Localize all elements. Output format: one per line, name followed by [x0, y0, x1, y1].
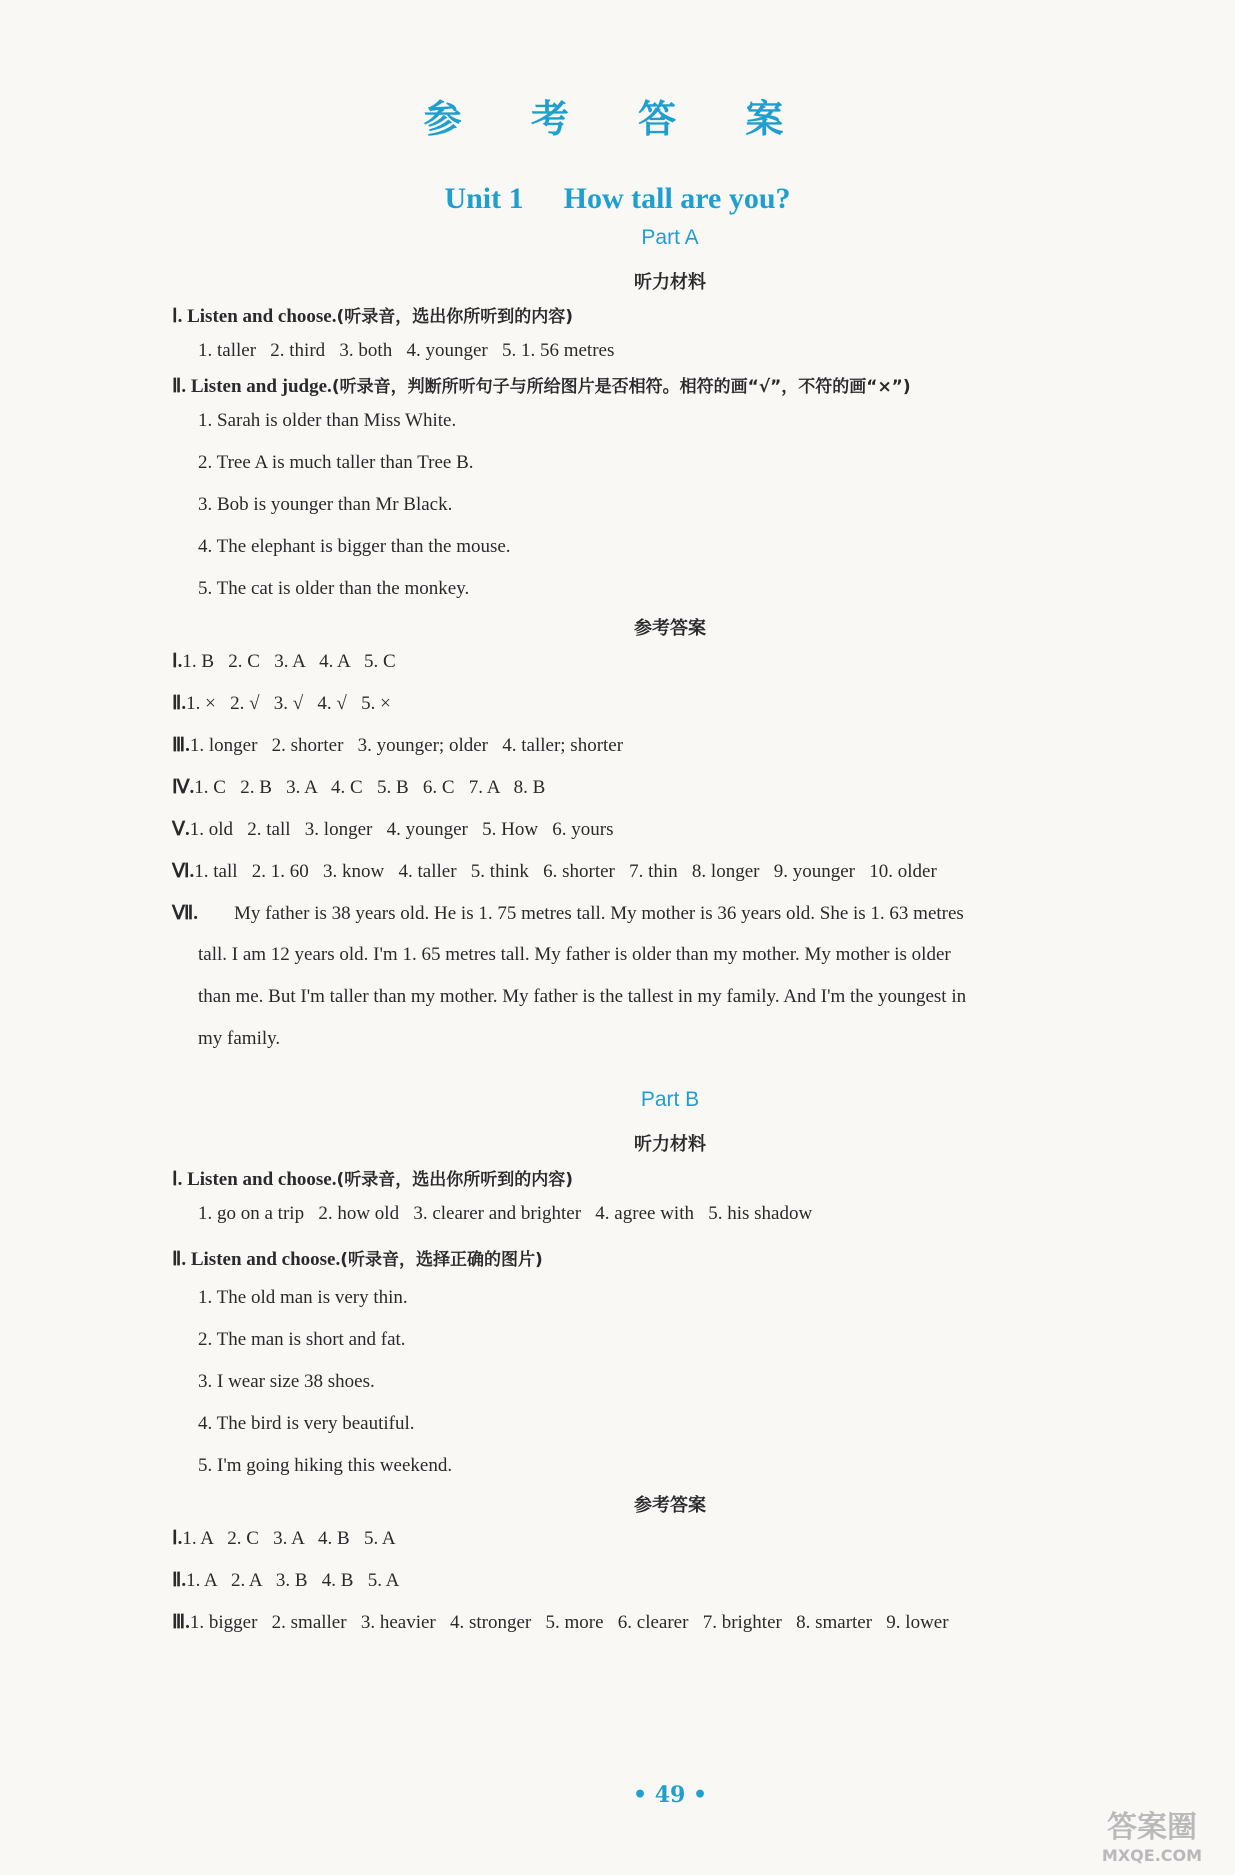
- section-num: Ⅰ.: [172, 306, 183, 327]
- essay-line: tall. I am 12 years old. I'm 1. 65 metres tall. My father is older than my mother. My mother is older: [198, 944, 951, 965]
- answer-num: Ⅱ.: [172, 1570, 187, 1591]
- list-item: 1. Sarah is older than Miss White.: [198, 410, 457, 431]
- part-b-answers-heading: 参考答案: [634, 1495, 706, 1516]
- answer-text: 1. A 2. A 3. B 4. B 5. A: [186, 1570, 400, 1591]
- part-a-answers-heading: 参考答案: [634, 618, 706, 639]
- part-b-section-2-header: [172, 1245, 543, 1271]
- answer-num: Ⅲ.: [172, 1612, 190, 1633]
- answer-text: 1. longer 2. shorter 3. younger; older 4. taller; shorter: [189, 735, 624, 756]
- essay-line: than me. But I'm taller than my mother. My father is the tallest in my family. And I'm the youngest in: [198, 986, 967, 1007]
- answer-num: Ⅳ.: [172, 777, 195, 798]
- list-item: 2. The man is short and fat.: [198, 1329, 406, 1350]
- list-item: 2. Tree A is much taller than Tree B.: [198, 452, 474, 473]
- watermark-text: 答案圈: [1107, 1810, 1197, 1845]
- list-item: 4. The bird is very beautiful.: [198, 1413, 415, 1434]
- watermark-url: MXQE.COM: [1101, 1846, 1203, 1865]
- part-a-listening-heading: 听力材料: [634, 272, 706, 293]
- list-item: 3. Bob is younger than Mr Black.: [198, 494, 453, 515]
- section-num: Ⅱ.: [172, 1249, 187, 1270]
- unit-title: How tall are you?: [563, 182, 791, 215]
- answer-text: 1. × 2. √ 3. √ 4. √ 5. ×: [186, 693, 391, 714]
- section-cn: (听录音，判断所听句子与所给图片是否相符。相符的画“√”，不符的画“×”): [331, 377, 911, 397]
- section-num: Ⅱ.: [172, 376, 187, 397]
- part-a-section-1-items: 1. taller 2. third 3. both 4. younger 5. 1. 56 metres: [198, 340, 615, 361]
- answer-num: Ⅴ.: [172, 819, 190, 840]
- answer-num: Ⅱ.: [172, 693, 187, 714]
- list-item: 4. The elephant is bigger than the mouse.: [198, 536, 511, 557]
- answer-row: [172, 1569, 399, 1592]
- essay-line: My father is 38 years old. He is 1. 75 metres tall. My mother is 36 years old. She is 1. 63 metres: [234, 903, 964, 924]
- part-b-section-1-items: 1. go on a trip 2. how old 3. clearer and brighter 4. agree with 5. his shadow: [198, 1203, 813, 1224]
- answer-text: 1. tall 2. 1. 60 3. know 4. taller 5. think 6. shorter 7. thin 8. longer 9. younger 10. older: [194, 861, 937, 882]
- section-cn: (听录音，选择正确的图片): [340, 1250, 543, 1270]
- answer-num: Ⅲ.: [172, 735, 190, 756]
- answer-num: Ⅰ.: [172, 651, 183, 672]
- section-cn: (听录音，选出你所听到的内容): [336, 307, 574, 327]
- answer-num: Ⅶ.: [172, 903, 199, 924]
- part-a-heading: Part A: [641, 226, 699, 249]
- answer-text: 1. C 2. B 3. A 4. C 5. B 6. C 7. A 8. B: [194, 777, 546, 798]
- answer-row: [172, 1527, 396, 1550]
- answer-text: 1. bigger 2. smaller 3. heavier 4. stronger 5. more 6. clearer 7. brighter 8. smarter 9. lower: [189, 1612, 949, 1633]
- answer-num: Ⅰ.: [172, 1528, 183, 1549]
- answer-num: Ⅵ.: [172, 861, 195, 882]
- answer-row: [172, 650, 396, 673]
- essay-line: my family.: [198, 1028, 281, 1049]
- list-item: 3. I wear size 38 shoes.: [198, 1371, 375, 1392]
- section-title: Listen and choose.: [187, 306, 337, 327]
- section-title: Listen and judge.: [190, 376, 332, 397]
- part-a-section-1-header: [172, 302, 573, 328]
- section-title: Listen and choose.: [190, 1249, 341, 1270]
- answer-text: 1. A 2. C 3. A 4. B 5. A: [182, 1528, 396, 1549]
- page-number: • 49 •: [632, 1782, 708, 1808]
- page-title: 参 考 答 案: [423, 97, 812, 141]
- answer-row: [172, 734, 623, 757]
- answer-row: [172, 818, 614, 841]
- answer-row: [172, 860, 937, 883]
- list-item: 1. The old man is very thin.: [198, 1287, 408, 1308]
- section-num: Ⅰ.: [172, 1169, 183, 1190]
- part-b-listening-heading: 听力材料: [634, 1134, 706, 1155]
- unit-heading: [0, 182, 1235, 216]
- part-a-section-2-header: [172, 372, 911, 398]
- unit-number: Unit 1: [444, 182, 524, 215]
- list-item: 5. I'm going hiking this weekend.: [198, 1455, 453, 1476]
- part-b-heading: Part B: [640, 1088, 700, 1111]
- answer-row: [172, 1611, 949, 1634]
- section-cn: (听录音，选出你所听到的内容): [336, 1170, 574, 1190]
- answer-text: 1. B 2. C 3. A 4. A 5. C: [182, 651, 396, 672]
- section-title: Listen and choose.: [187, 1169, 337, 1190]
- answer-row: [172, 776, 545, 799]
- essay-row: [172, 902, 964, 925]
- part-b-section-1-header: [172, 1165, 573, 1191]
- answer-text: 1. old 2. tall 3. longer 4. younger 5. How 6. yours: [189, 819, 614, 840]
- list-item: 5. The cat is older than the monkey.: [198, 578, 470, 599]
- watermark-logo: [1077, 1811, 1227, 1871]
- answer-row: [172, 692, 391, 715]
